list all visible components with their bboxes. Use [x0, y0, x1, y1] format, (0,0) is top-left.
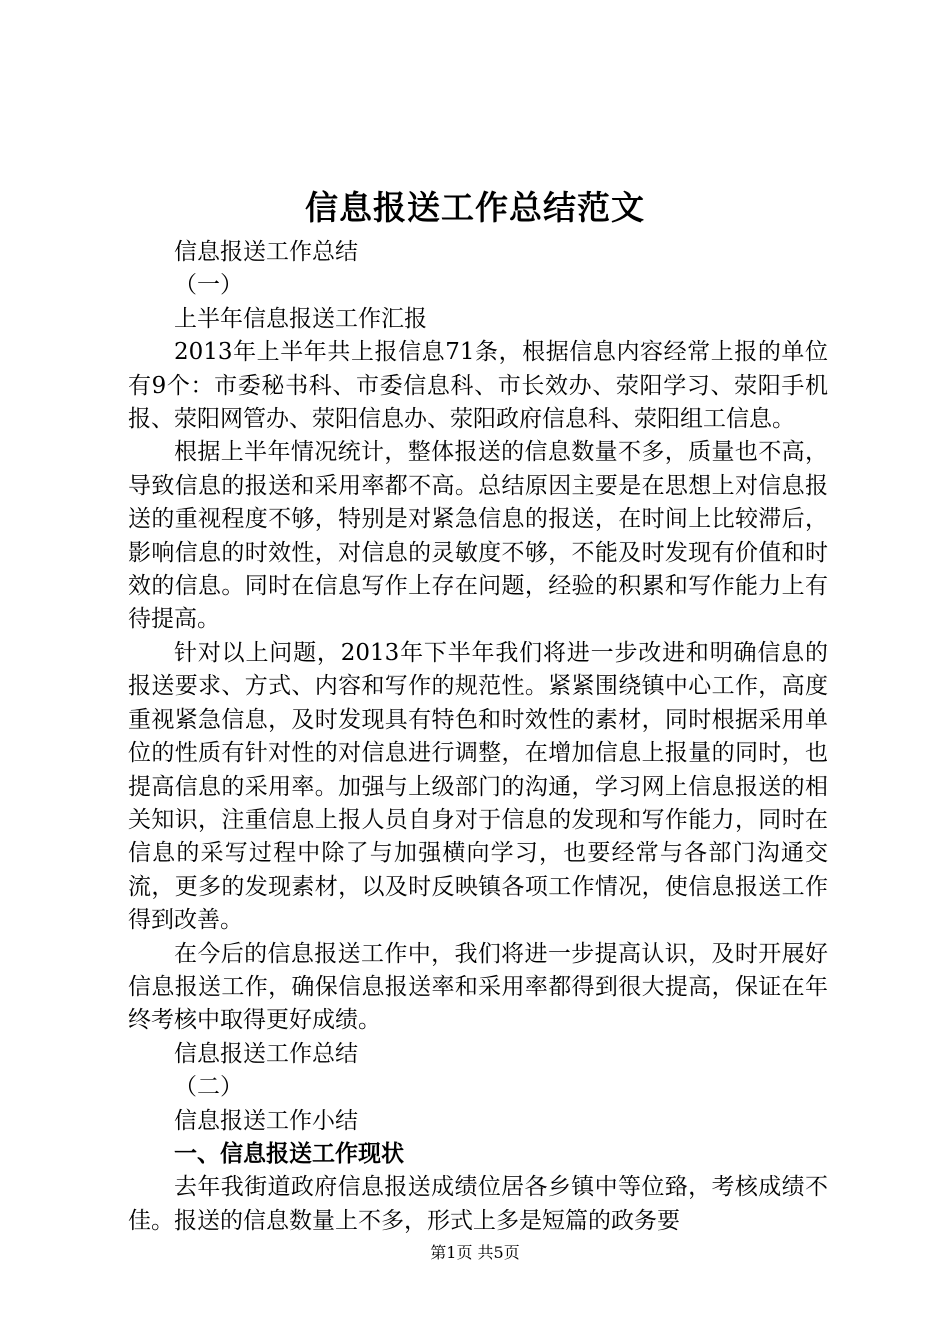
- paragraph: 信息报送工作小结: [174, 1107, 358, 1134]
- paragraph: （一）: [174, 272, 243, 299]
- page-footer: 第1页 共5页: [430, 1243, 520, 1262]
- paragraph: 信息报送工作总结: [174, 1040, 358, 1067]
- document-body: [128, 236, 828, 1238]
- paragraph: 在今后的信息报送工作中，我们将进一步提高认识，及时开展好信息报送工作，确保信息报送率和采用率都得到很大提高，保证在年终考核中取得更好成绩。: [128, 940, 828, 1034]
- section-heading: 一、信息报送工作现状: [174, 1140, 404, 1167]
- paragraph: （二）: [174, 1074, 243, 1101]
- paragraph: 上半年信息报送工作汇报: [174, 305, 427, 332]
- paragraph: 去年我街道政府信息报送成绩位居各乡镇中等位臵，考核成绩不佳。报送的信息数量上不多，形式上多是短篇的政务要: [128, 1174, 828, 1234]
- paragraph: 2013年上半年共上报信息71条，根据信息内容经常上报的单位有9个：市委秘书科、市委信息科、市长效办、荥阳学习、荥阳手机报、荥阳网管办、荥阳信息办、荥阳政府信息科、荥阳组工信息。: [128, 339, 828, 433]
- document-title: 信息报送工作总结范文: [305, 188, 645, 227]
- paragraph: 根据上半年情况统计，整体报送的信息数量不多，质量也不高，导致信息的报送和采用率都不高。总结原因主要是在思想上对信息报送的重视程度不够，特别是对紧急信息的报送，在时间上比较滞后，影响信息的时效性，对信息的灵敏度不够，不能及时发现有价值和时效的信息。同时在信息写作上存在问题，经验的积累和写作能力上有待提高。: [128, 439, 828, 633]
- paragraph: 针对以上问题，2013年下半年我们将进一步改进和明确信息的报送要求、方式、内容和写作的规范性。紧紧围绕镇中心工作，高度重视紧急信息，及时发现具有特色和时效性的素材，同时根据采用单位的性质有针对性的对信息进行调整，在增加信息上报量的同时，也提高信息的采用率。加强与上级部门的沟通，学习网上信息报送的相关知识，注重信息上报人员自身对于信息的发现和写作能力，同时在信息的采写过程中除了与加强横向学习，也要经常与各部门沟通交流，更多的发现素材，以及时反映镇各项工作情况，使信息报送工作得到改善。: [128, 639, 828, 934]
- paragraph: 信息报送工作总结: [174, 239, 358, 265]
